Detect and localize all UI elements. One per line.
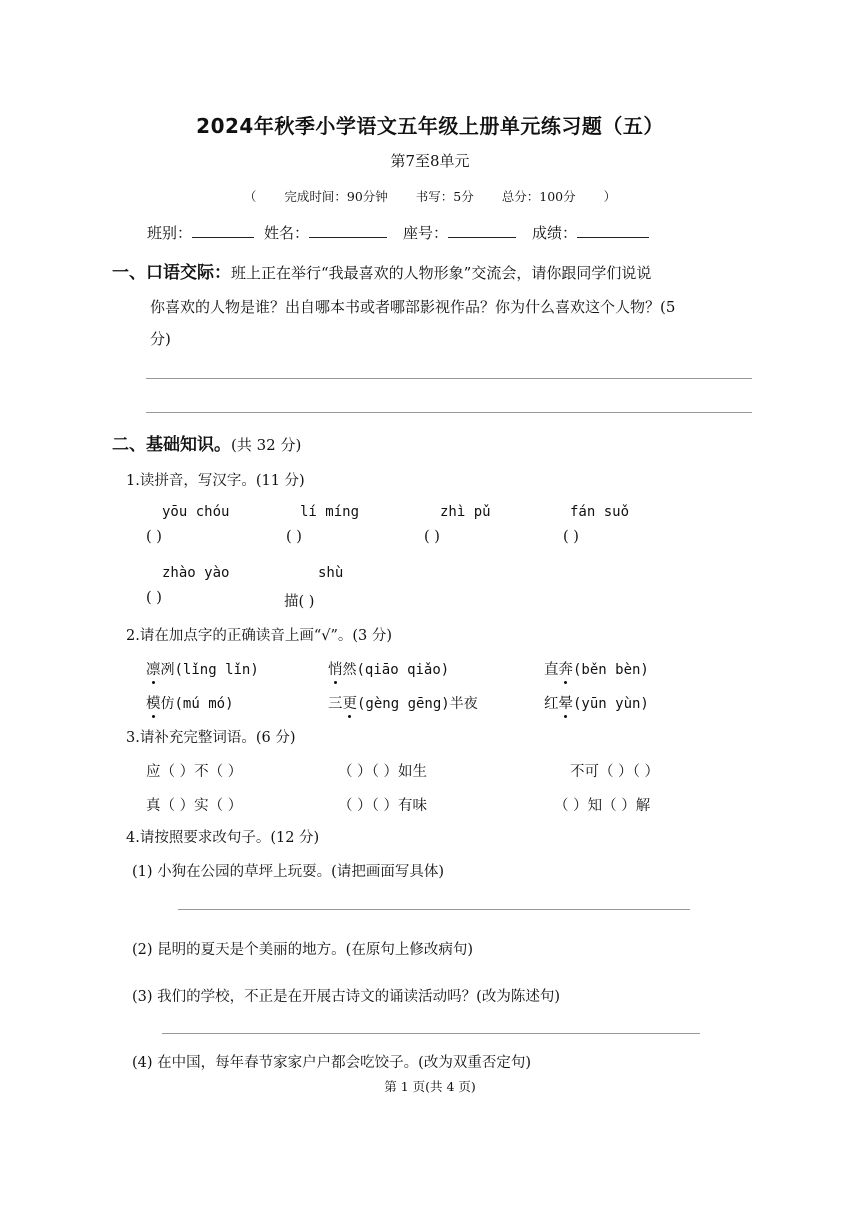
- rewrite-requirement: (请把画面写具体): [331, 864, 444, 880]
- dotted-char: 悄: [328, 658, 343, 679]
- section2-head: 二、基础知识。: [112, 435, 231, 455]
- reading-item: 直奔(běn bèn): [544, 658, 649, 679]
- rewrite-item: (1) 小狗在公园的草坪上玩耍。(请把画面写具体): [132, 864, 444, 880]
- rewrite-item: (4) 在中国，每年春节家家户户都会吃饺子。(改为双重否定句): [132, 1055, 531, 1071]
- rewrite-item: (3) 我们的学校，不正是在开展古诗文的诵读活动吗？(改为陈述句): [132, 989, 560, 1005]
- answer-line[interactable]: [146, 412, 752, 413]
- idiom-blank[interactable]: （ ）（ ）有味: [338, 798, 427, 814]
- idiom-blank[interactable]: 不可（ ）（ ）: [570, 764, 659, 780]
- section1-text2: 你喜欢的人物是谁？出自哪本书或者哪部影视作品？你为什么喜欢这个人物？(5: [150, 298, 676, 316]
- pinyin: yōu chóu: [162, 504, 230, 520]
- pinyin: fán suǒ: [570, 504, 630, 520]
- q3-title: 3.请补充完整词语。(6 分): [126, 730, 296, 746]
- section1-line1: [112, 258, 651, 283]
- answer-line[interactable]: [146, 378, 752, 379]
- rewrite-requirement: (在原句上修改病句): [345, 942, 473, 958]
- dotted-char: 晕: [559, 692, 574, 713]
- section2-score: (共 32 分): [231, 436, 302, 454]
- class-label: 班别：: [147, 224, 193, 242]
- student-info-row: [147, 222, 659, 243]
- idiom-blank[interactable]: 真（ ）实（ ）: [146, 798, 243, 814]
- answer-line[interactable]: [162, 1033, 700, 1034]
- q4-title: 4.请按照要求改句子。(12 分): [126, 830, 320, 846]
- pinyin: zhì pǔ: [440, 504, 491, 520]
- answer-paren[interactable]: ( ): [146, 529, 162, 545]
- page-title: 2024年秋季小学语文五年级上册单元练习题（五）: [196, 114, 664, 138]
- answer-paren[interactable]: ( ): [563, 529, 579, 545]
- q1-title: 1.读拼音，写汉字。(11 分): [126, 473, 305, 489]
- name-blank[interactable]: [309, 223, 387, 238]
- miao-char: 描: [284, 594, 299, 610]
- dotted-char: 模: [146, 692, 161, 713]
- answer-paren[interactable]: ( ): [298, 594, 315, 610]
- answer-line[interactable]: [178, 909, 690, 910]
- reading-item: 凛冽(lǐng lǐn): [146, 658, 259, 679]
- idiom-blank[interactable]: 应（ ）不（ ）: [146, 764, 243, 780]
- pinyin: shù: [318, 565, 344, 581]
- section1-head: 一、口语交际：: [112, 263, 231, 283]
- pinyin: lí míng: [300, 504, 360, 520]
- reading-item: 悄然(qiāo qiǎo): [328, 658, 449, 679]
- dotted-char: 凛: [146, 658, 161, 679]
- section2-heading: [112, 430, 301, 455]
- miao-item: [284, 590, 314, 611]
- meta-time: 完成时间：90分钟: [284, 189, 388, 204]
- seat-label: 座号：: [403, 224, 449, 242]
- class-blank[interactable]: [192, 223, 254, 238]
- meta-open: （: [243, 189, 257, 204]
- rewrite-requirement: (改为双重否定句): [418, 1055, 531, 1071]
- answer-paren[interactable]: ( ): [424, 529, 440, 545]
- reading-item: 红晕(yūn yùn): [544, 692, 649, 713]
- idiom-blank[interactable]: （ ）（ ）如生: [338, 764, 427, 780]
- idiom-blank[interactable]: （ ）知（ ）解: [554, 798, 651, 814]
- meta-close: ）: [603, 189, 617, 204]
- exam-meta: [0, 187, 860, 205]
- reading-item: 三更(gèng gēng)半夜: [328, 692, 478, 713]
- score-blank[interactable]: [577, 223, 649, 238]
- name-label: 姓名：: [264, 224, 310, 242]
- page-subtitle: 第7至8单元: [390, 152, 470, 170]
- pinyin: zhào yào: [162, 565, 230, 581]
- answer-paren[interactable]: ( ): [146, 590, 162, 606]
- q2-title: 2.请在加点字的正确读音上画“√”。(3 分): [126, 628, 393, 644]
- seat-blank[interactable]: [448, 223, 516, 238]
- page-footer: 第 1 页(共 4 页): [384, 1079, 476, 1094]
- score-label: 成绩：: [532, 224, 578, 242]
- dotted-char: 奔: [559, 658, 574, 679]
- rewrite-requirement: (改为陈述句): [476, 989, 560, 1005]
- rewrite-item: (2) 昆明的夏天是个美丽的地方。(在原句上修改病句): [132, 942, 473, 958]
- meta-writing: 书写：5分: [415, 189, 474, 204]
- section1-text1: 班上正在举行“我最喜欢的人物形象”交流会，请你跟同学们说说: [231, 264, 652, 282]
- reading-item: 模仿(mú mó): [146, 692, 234, 713]
- dotted-char: 更: [343, 692, 358, 713]
- meta-total: 总分：100分: [501, 189, 576, 204]
- answer-paren[interactable]: ( ): [286, 529, 302, 545]
- section1-text3: 分): [150, 330, 171, 348]
